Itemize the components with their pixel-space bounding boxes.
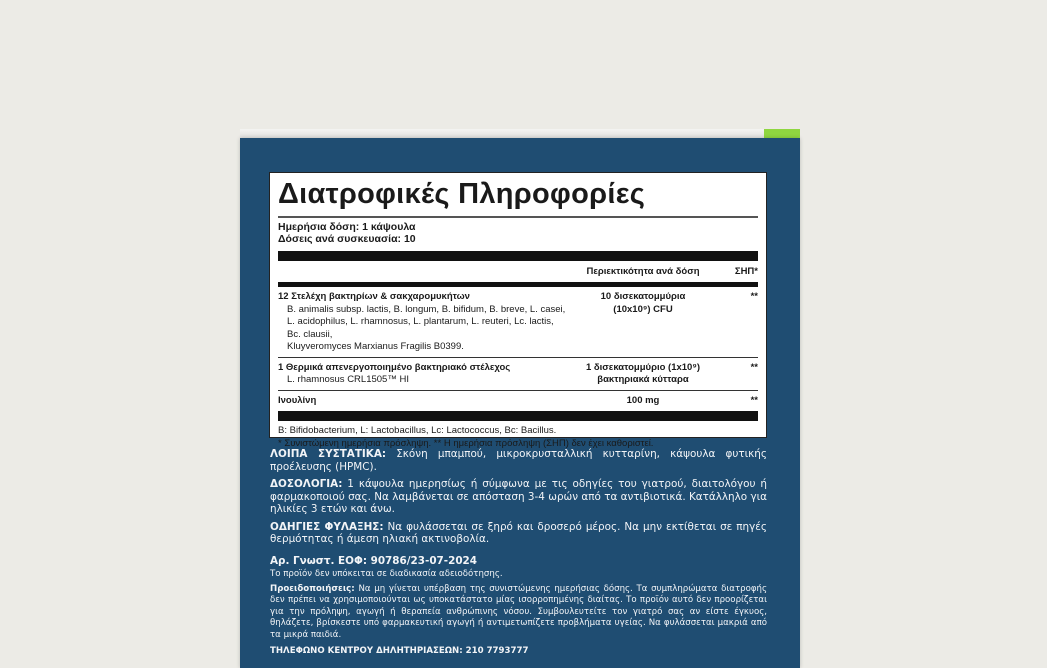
daily-dose: Ημερήσια δόση: 1 κάψουλα <box>278 221 416 233</box>
row-detail: L. rhamnosus CRL1505™ HI <box>287 374 409 385</box>
row-amount: βακτηριακά κύτταρα <box>597 374 689 385</box>
header-ri: ΣΗΠ* <box>734 266 758 277</box>
table-row <box>278 287 758 357</box>
row-amount: 1 δισεκατομμύριο (1x10⁹) <box>585 361 700 373</box>
row-detail: L. acidophilus, L. rhamnosus, L. plantarum, L. reuteri, Lc. lactis, Bc. clausii, <box>287 316 554 340</box>
row-amount: (10x10⁹) CFU <box>613 303 673 315</box>
storage: ΟΔΗΓΙΕΣ ΦΥΛΑΞΗΣ: Να φυλάσσεται σε ξηρό και δροσερό μέρος. Να μην εκτίθεται σε πηγές θερμότητας ή άμεση ηλιακή ακτινοβολία. <box>270 520 767 545</box>
row-name: 12 Στελέχη βακτηρίων & σακχαρομυκήτων <box>278 291 470 302</box>
table-row <box>278 391 758 411</box>
footnote: * Συνιστώμενη ημερήσια πρόσληψη. ** Η ημερήσια πρόσληψη (ΣΗΠ) δεν έχει καθοριστεί. <box>278 438 654 449</box>
row-detail: Kluyveromyces Marxianus Fragilis B0399. <box>287 341 464 352</box>
row-ri: ** <box>750 394 758 406</box>
warnings: Προειδοποιήσεις: Να μη γίνεται υπέρβαση της συνιστώμενης ημερήσιας δόσης. Τα συμπληρώματα διατροφής δεν πρέπει να χρησιμοποιούνται ως υποκατάστατο μίας ισορροπημένης διαίτας. Το προϊόν αυτό δεν προορίζεται για την πρόληψη, αγωγή ή θεραπεία ανθρώπινης νόσου. Συμβουλευτείτε τον γιατρό σας αν είστε έγκυος, θηλάζετε, βρίσκεστε υπό φαρμακευτική αγωγή ή αντιμετωπίζετε προβλήματα υγείας. Να φυλάσσεται μακριά από τα μικρά παιδιά. <box>270 583 767 640</box>
row-amount: 100 mg <box>626 394 660 406</box>
product-info <box>270 448 767 661</box>
table-row <box>278 358 758 390</box>
black-bar <box>278 251 758 261</box>
table-header <box>278 261 758 282</box>
nutrition-facts-label <box>269 172 767 449</box>
dosage: ΔΟΣΟΛΟΓΙΑ: 1 κάψουλα ημερησίως ή σύμφωνα με τις οδηγίες του γιατρού, διαιτολόγου ή φαρμακοποιού σας. Να λαμβάνεται σε απόσταση 3-4 ωρών από τα αντιβιοτικά. Κατάλληλο για ηλικίες 3 ετών και άνω. <box>270 478 767 515</box>
header-content: Περιεκτικότητα ανά δόση <box>586 266 700 277</box>
row-ri: ** <box>750 291 758 302</box>
licensing-note: Το προϊόν δεν υπόκειται σε διαδικασία αδειοδότησης. <box>270 569 503 579</box>
black-bar <box>278 411 758 421</box>
row-ri: ** <box>750 361 758 373</box>
footnote: B: Bifidobacterium, L: Lactobacillus, Lc: Lactococcus, Bc: Bacillus. <box>278 425 557 436</box>
label-title: Διατροφικές Πληροφορίες <box>278 178 646 210</box>
row-name: 1 Θερμικά απενεργοποιημένο βακτηριακό στέλεχος <box>278 361 511 373</box>
other-ingredients: ΛΟΙΠΑ ΣΥΣΤΑΤΙΚΑ: Σκόνη μπαμπού, μικροκρυσταλλική κυτταρίνη, κάψουλα φυτικής προέλευσης (HPMC). <box>270 448 767 473</box>
row-amount: 10 δισεκατομμύρια <box>600 291 686 302</box>
eof-number: Αρ. Γνωστ. ΕΟΦ: 90786/23-07-2024 <box>270 554 478 567</box>
row-detail: B. animalis subsp. lactis, B. longum, B. bifidum, B. breve, L. casei, <box>287 303 566 315</box>
footnotes <box>278 424 758 450</box>
poison-center-phone: ΤΗΛΕΦΩΝΟ ΚΕΝΤΡΟΥ ΔΗΛΗΤΗΡΙΑΣΕΩΝ: 210 7793777 <box>270 646 529 656</box>
divider <box>278 216 758 218</box>
doses-per-pack: Δόσεις ανά συσκευασία: 10 <box>278 233 416 245</box>
row-name: Ινουλίνη <box>278 394 317 406</box>
